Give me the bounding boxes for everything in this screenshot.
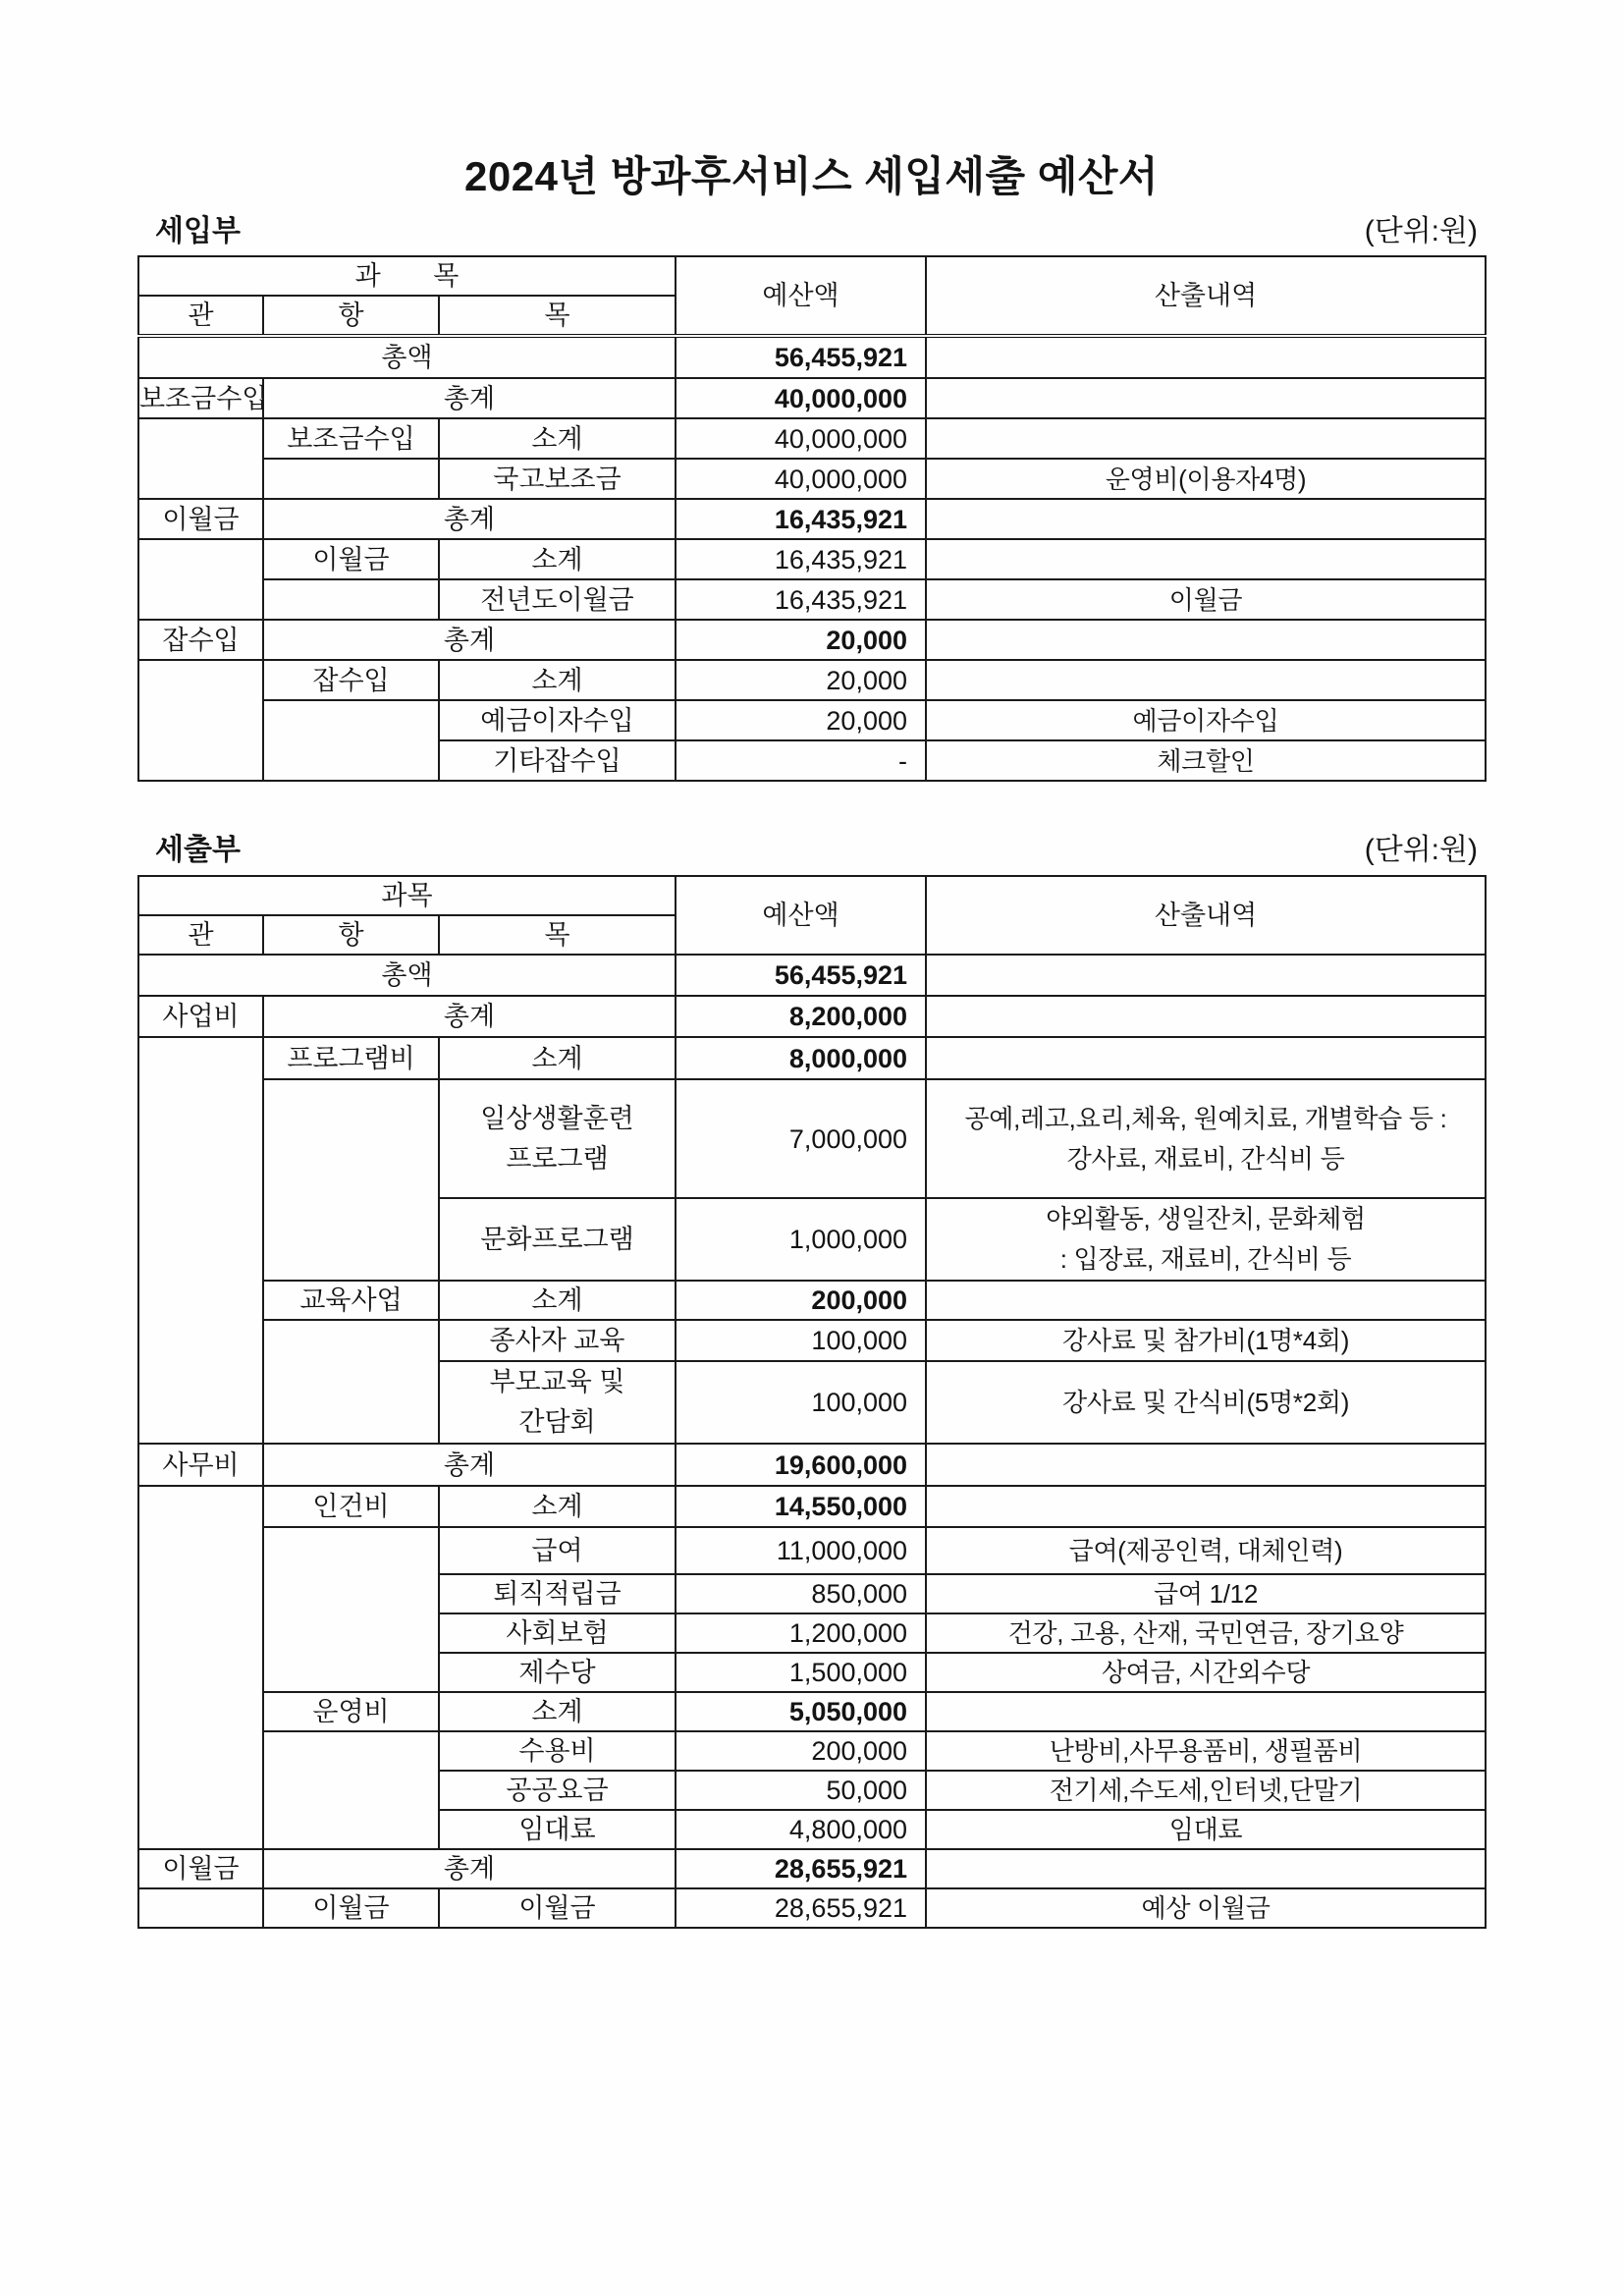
item-detail: 야외활동, 생일잔치, 문화체험 : 입장료, 재료비, 간식비 등 bbox=[926, 1198, 1486, 1281]
mok-label: 종사자 교육 bbox=[439, 1320, 676, 1361]
group-total-label: 총계 bbox=[263, 996, 676, 1037]
subtotal-label: 소계 bbox=[439, 1281, 676, 1320]
subtotal-row bbox=[138, 660, 1486, 700]
item-detail: 공예,레고,요리,체육, 원예치료, 개별학습 등 : 강사료, 재료비, 간식비 등 bbox=[926, 1079, 1486, 1198]
document-title: 2024년 방과후서비스 세입세출 예산서 bbox=[464, 153, 1159, 199]
mok-label: 부모교육 및 간담회 bbox=[439, 1361, 676, 1444]
header-amount: 예산액 bbox=[676, 256, 926, 336]
subtotal-label: 소계 bbox=[439, 1692, 676, 1731]
grand-total-label: 총액 bbox=[138, 336, 676, 378]
header-subject: 과 목 bbox=[138, 256, 676, 296]
group-gwan-label: 이월금 bbox=[138, 1849, 263, 1888]
header-detail: 산출내역 bbox=[926, 256, 1486, 336]
group-total-detail bbox=[926, 1849, 1486, 1888]
item-amount: 16,435,921 bbox=[676, 579, 926, 620]
revenue-unit-label: (단위:원) bbox=[1364, 215, 1478, 247]
revenue-section-label: 세입부 bbox=[155, 215, 241, 247]
group-total-detail bbox=[926, 499, 1486, 539]
item-row bbox=[138, 1888, 1486, 1928]
mok-label: 수용비 bbox=[439, 1731, 676, 1771]
header-gwan: 관 bbox=[138, 296, 263, 336]
header-mok: 목 bbox=[439, 296, 676, 336]
item-row bbox=[138, 1320, 1486, 1361]
hang-span-cell bbox=[263, 459, 439, 499]
hang-label: 교육사업 bbox=[263, 1281, 439, 1320]
item-row bbox=[138, 700, 1486, 740]
item-detail: 임대료 bbox=[926, 1810, 1486, 1849]
mok-label: 임대료 bbox=[439, 1810, 676, 1849]
hang-span-cell bbox=[263, 1731, 439, 1849]
hang-label: 운영비 bbox=[263, 1692, 439, 1731]
subtotal-label: 소계 bbox=[439, 1037, 676, 1079]
mok-label: 일상생활훈련 프로그램 bbox=[439, 1079, 676, 1198]
subtotal-row bbox=[138, 1486, 1486, 1527]
hang-label: 이월금 bbox=[263, 539, 439, 579]
grand-total-amount: 56,455,921 bbox=[676, 336, 926, 378]
mok-label: 국고보조금 bbox=[439, 459, 676, 499]
gwan-span-cell bbox=[138, 660, 263, 781]
hang-label: 잡수입 bbox=[263, 660, 439, 700]
subtotal-amount: 8,000,000 bbox=[676, 1037, 926, 1079]
expenditure-section-label: 세출부 bbox=[155, 834, 241, 866]
group-gwan-label: 잡수입 bbox=[138, 620, 263, 660]
subtotal-amount: 20,000 bbox=[676, 660, 926, 700]
subtotal-detail bbox=[926, 660, 1486, 700]
mok-label: 공공요금 bbox=[439, 1771, 676, 1810]
subtotal-row bbox=[138, 1692, 1486, 1731]
subtotal-detail bbox=[926, 1037, 1486, 1079]
item-amount: 100,000 bbox=[676, 1361, 926, 1444]
subtotal-amount: 16,435,921 bbox=[676, 539, 926, 579]
item-amount: 1,000,000 bbox=[676, 1198, 926, 1281]
group-total-row bbox=[138, 378, 1486, 418]
item-detail: 예상 이월금 bbox=[926, 1888, 1486, 1928]
subtotal-label: 소계 bbox=[439, 1486, 676, 1527]
grand-total-row bbox=[138, 336, 1486, 378]
group-gwan-label: 사업비 bbox=[138, 996, 263, 1037]
expenditure-table bbox=[137, 875, 1487, 1929]
subtotal-label: 소계 bbox=[439, 539, 676, 579]
subtotal-amount: 5,050,000 bbox=[676, 1692, 926, 1731]
header-row bbox=[138, 876, 1486, 915]
mok-label: 이월금 bbox=[439, 1888, 676, 1928]
item-amount: 4,800,000 bbox=[676, 1810, 926, 1849]
header-mok: 목 bbox=[439, 915, 676, 955]
gwan-span-cell bbox=[138, 418, 263, 499]
gwan-span-cell bbox=[138, 1486, 263, 1849]
mok-label: 문화프로그램 bbox=[439, 1198, 676, 1281]
gwan-span-cell bbox=[138, 1037, 263, 1444]
expenditure-unit-label: (단위:원) bbox=[1364, 834, 1478, 866]
subtotal-row bbox=[138, 539, 1486, 579]
group-total-detail bbox=[926, 1444, 1486, 1486]
group-total-row bbox=[138, 1849, 1486, 1888]
hang-span-cell bbox=[263, 579, 439, 620]
group-total-label: 총계 bbox=[263, 1849, 676, 1888]
item-amount: 50,000 bbox=[676, 1771, 926, 1810]
item-row bbox=[138, 459, 1486, 499]
item-amount: 100,000 bbox=[676, 1320, 926, 1361]
group-total-detail bbox=[926, 378, 1486, 418]
subtotal-detail bbox=[926, 1486, 1486, 1527]
item-detail: 전기세,수도세,인터넷,단말기 bbox=[926, 1771, 1486, 1810]
mok-label: 기타잡수입 bbox=[439, 740, 676, 781]
item-detail: 운영비(이용자4명) bbox=[926, 459, 1486, 499]
grand-total-detail bbox=[926, 336, 1486, 378]
item-detail: 상여금, 시간외수당 bbox=[926, 1653, 1486, 1692]
hang-label: 프로그램비 bbox=[263, 1037, 439, 1079]
item-detail: 난방비,사무용품비, 생필품비 bbox=[926, 1731, 1486, 1771]
subtotal-detail bbox=[926, 418, 1486, 459]
group-gwan-label: 사무비 bbox=[138, 1444, 263, 1486]
group-total-amount: 28,655,921 bbox=[676, 1849, 926, 1888]
item-row bbox=[138, 1731, 1486, 1771]
mok-label: 전년도이월금 bbox=[439, 579, 676, 620]
header-hang: 항 bbox=[263, 296, 439, 336]
group-gwan-label: 보조금수입 bbox=[138, 378, 263, 418]
hang-label: 보조금수입 bbox=[263, 418, 439, 459]
hang-span-cell bbox=[263, 700, 439, 781]
item-detail: 급여(제공인력, 대체인력) bbox=[926, 1527, 1486, 1574]
hang-span-cell bbox=[263, 1320, 439, 1444]
item-amount: 200,000 bbox=[676, 1731, 926, 1771]
group-total-row bbox=[138, 1444, 1486, 1486]
item-amount: 1,200,000 bbox=[676, 1613, 926, 1653]
group-total-detail bbox=[926, 620, 1486, 660]
item-amount: 20,000 bbox=[676, 700, 926, 740]
item-detail: 예금이자수입 bbox=[926, 700, 1486, 740]
group-total-label: 총계 bbox=[263, 620, 676, 660]
mok-label: 제수당 bbox=[439, 1653, 676, 1692]
grand-total-label: 총액 bbox=[138, 955, 676, 996]
header-gwan: 관 bbox=[138, 915, 263, 955]
group-total-amount: 8,200,000 bbox=[676, 996, 926, 1037]
group-total-row bbox=[138, 620, 1486, 660]
hang-label: 인건비 bbox=[263, 1486, 439, 1527]
item-detail: 이월금 bbox=[926, 579, 1486, 620]
subtotal-amount: 200,000 bbox=[676, 1281, 926, 1320]
subtotal-detail bbox=[926, 1281, 1486, 1320]
subtotal-row bbox=[138, 418, 1486, 459]
grand-total-detail bbox=[926, 955, 1486, 996]
item-row bbox=[138, 1527, 1486, 1574]
hang-span-cell bbox=[263, 1079, 439, 1281]
item-amount: 850,000 bbox=[676, 1574, 926, 1613]
item-detail: 체크할인 bbox=[926, 740, 1486, 781]
gwan-span-cell bbox=[138, 539, 263, 620]
subtotal-detail bbox=[926, 539, 1486, 579]
group-total-label: 총계 bbox=[263, 499, 676, 539]
item-row bbox=[138, 579, 1486, 620]
item-amount: 40,000,000 bbox=[676, 459, 926, 499]
grand-total-row bbox=[138, 955, 1486, 996]
header-detail: 산출내역 bbox=[926, 876, 1486, 955]
subtotal-row bbox=[138, 1037, 1486, 1079]
item-detail: 강사료 및 참가비(1명*4회) bbox=[926, 1320, 1486, 1361]
mok-label: 급여 bbox=[439, 1527, 676, 1574]
group-total-label: 총계 bbox=[263, 378, 676, 418]
mok-label: 퇴직적립금 bbox=[439, 1574, 676, 1613]
hang-span-cell bbox=[263, 1527, 439, 1692]
gwan-span-cell bbox=[138, 1888, 263, 1928]
subtotal-label: 소계 bbox=[439, 418, 676, 459]
item-amount: 11,000,000 bbox=[676, 1527, 926, 1574]
header-amount: 예산액 bbox=[676, 876, 926, 955]
revenue-table bbox=[137, 255, 1487, 782]
group-total-row bbox=[138, 996, 1486, 1037]
hang-label: 이월금 bbox=[263, 1888, 439, 1928]
item-amount: 1,500,000 bbox=[676, 1653, 926, 1692]
item-detail: 강사료 및 간식비(5명*2회) bbox=[926, 1361, 1486, 1444]
subtotal-row bbox=[138, 1281, 1486, 1320]
mok-label: 사회보험 bbox=[439, 1613, 676, 1653]
item-detail: 건강, 고용, 산재, 국민연금, 장기요양 bbox=[926, 1613, 1486, 1653]
subtotal-amount: 40,000,000 bbox=[676, 418, 926, 459]
item-row bbox=[138, 1079, 1486, 1198]
item-amount: 7,000,000 bbox=[676, 1079, 926, 1198]
grand-total-amount: 56,455,921 bbox=[676, 955, 926, 996]
group-total-label: 총계 bbox=[263, 1444, 676, 1486]
item-amount: - bbox=[676, 740, 926, 781]
item-detail: 급여 1/12 bbox=[926, 1574, 1486, 1613]
group-gwan-label: 이월금 bbox=[138, 499, 263, 539]
group-total-amount: 19,600,000 bbox=[676, 1444, 926, 1486]
group-total-row bbox=[138, 499, 1486, 539]
mok-label: 예금이자수입 bbox=[439, 700, 676, 740]
subtotal-label: 소계 bbox=[439, 660, 676, 700]
subtotal-detail bbox=[926, 1692, 1486, 1731]
header-subject: 과목 bbox=[138, 876, 676, 915]
group-total-amount: 20,000 bbox=[676, 620, 926, 660]
group-total-amount: 16,435,921 bbox=[676, 499, 926, 539]
header-row bbox=[138, 256, 1486, 296]
group-total-amount: 40,000,000 bbox=[676, 378, 926, 418]
item-amount: 28,655,921 bbox=[676, 1888, 926, 1928]
group-total-detail bbox=[926, 996, 1486, 1037]
subtotal-amount: 14,550,000 bbox=[676, 1486, 926, 1527]
header-hang: 항 bbox=[263, 915, 439, 955]
